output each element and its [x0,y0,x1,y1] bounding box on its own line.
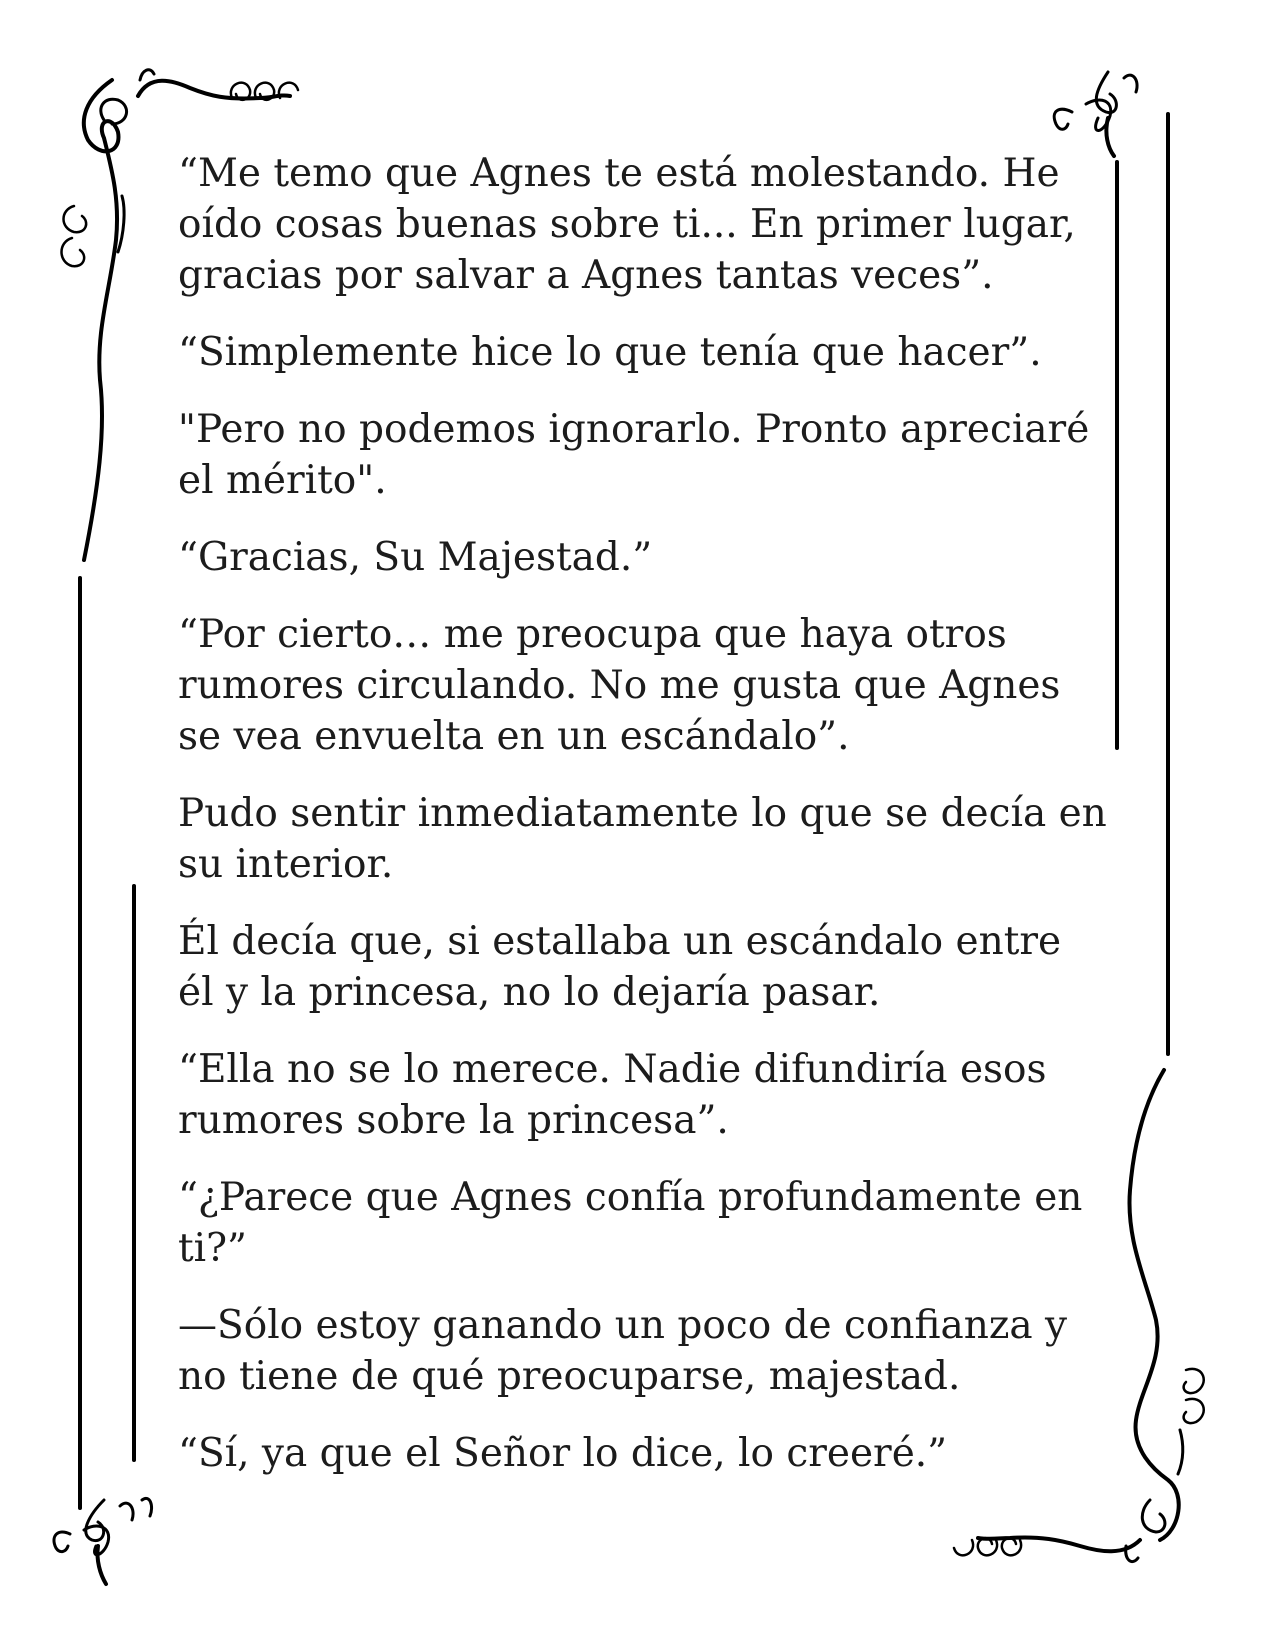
paragraph: “Gracias, Su Majestad.” [178,535,653,580]
vertical-rule-left [80,578,134,1508]
story-text [178,148,1108,1505]
flourish-top-right [1054,72,1137,156]
paragraph: Pudo sentir inmediatamente lo que se decía en su interior. [178,791,1107,887]
paragraph: “Sí, ya que el Señor lo dice, lo creeré.” [178,1431,948,1476]
paragraph: —Sólo estoy ganando un poco de confianza y no tiene de qué preocuparse, majestad. [178,1303,1068,1399]
paragraph: "Pero no podemos ignorarlo. Pronto apreciaré el mérito". [178,407,1090,503]
paragraph: Él decía que, si estallaba un escándalo entre él y la princesa, no lo dejaría pasar. [178,919,1062,1015]
flourish-bottom-left [54,1498,152,1584]
paragraph: “¿Parece que Agnes confía profundamente en ti?” [178,1175,1083,1271]
paragraph: “Ella no se lo merece. Nadie difundiría esos rumores sobre la princesa”. [178,1047,1047,1143]
paragraph: “Simplemente hice lo que tenía que hacer”. [178,330,1042,375]
vertical-rule-right [1117,114,1168,1054]
paragraph: “Por cierto… me preocupa que haya otros rumores circulando. No me gusta que Agnes se vea envuelta en un escándalo”. [178,612,1061,759]
paragraph: “Me temo que Agnes te está molestando. He oído cosas buenas sobre ti... En primer lugar, gracias por salvar a Agnes tantas veces”. [178,151,1076,298]
